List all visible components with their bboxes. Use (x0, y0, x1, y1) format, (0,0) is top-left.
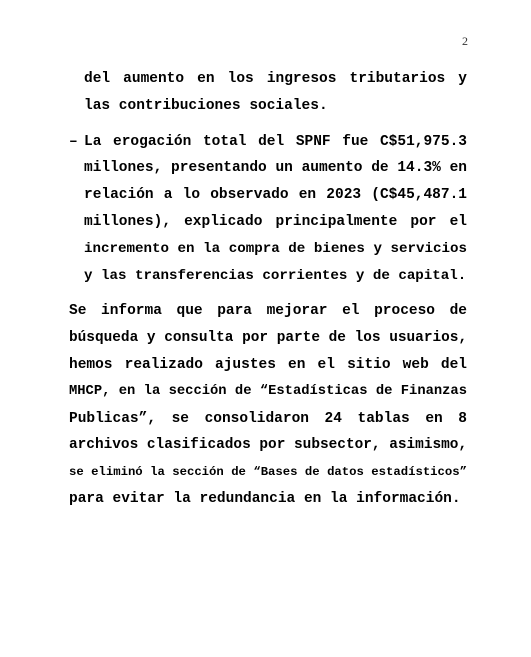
text-line: hemos realizado ajustes en el sitio web del (69, 356, 467, 373)
bullet-dash: – (69, 133, 78, 150)
text-line: Se informa que para mejorar el proceso de (69, 303, 467, 320)
text-line: las contribuciones sociales. (84, 97, 328, 114)
text-line: MHCP, en la sección de “Estadísticas de Finanzas (69, 383, 467, 399)
text-line: incremento en la compra de bienes y servicios (84, 240, 467, 257)
text-line: archivos clasificados por subsector, asimismo, (69, 437, 468, 454)
text-line: para evitar la redundancia en la información. (69, 490, 461, 507)
text-line: Publicas”, se consolidaron 24 tablas en 8 (69, 410, 467, 427)
text-line: La erogación total del SPNF fue C$51,975.3 (84, 133, 467, 150)
text-line: se eliminó la sección de “Bases de datos estadísticos” (69, 465, 467, 480)
website-update-paragraph (69, 298, 467, 512)
document-body (69, 66, 467, 513)
text-line: millones, presentando un aumento de 14.3% en (84, 160, 467, 177)
text-line: búsqueda y consulta por parte de los usuarios, (69, 330, 468, 347)
text-line: millones), explicado principalmente por el (84, 213, 467, 230)
text-line: del aumento en los ingresos tributarios y (84, 71, 467, 87)
page-number: 2 (462, 34, 468, 48)
continuation-paragraph (69, 66, 467, 120)
text-line: relación a lo observado en 2023 (C$45,487.1 (84, 187, 467, 204)
bullet-item-expenditure (69, 129, 467, 290)
text-line: y las transferencias corrientes y de capital. (84, 267, 467, 284)
